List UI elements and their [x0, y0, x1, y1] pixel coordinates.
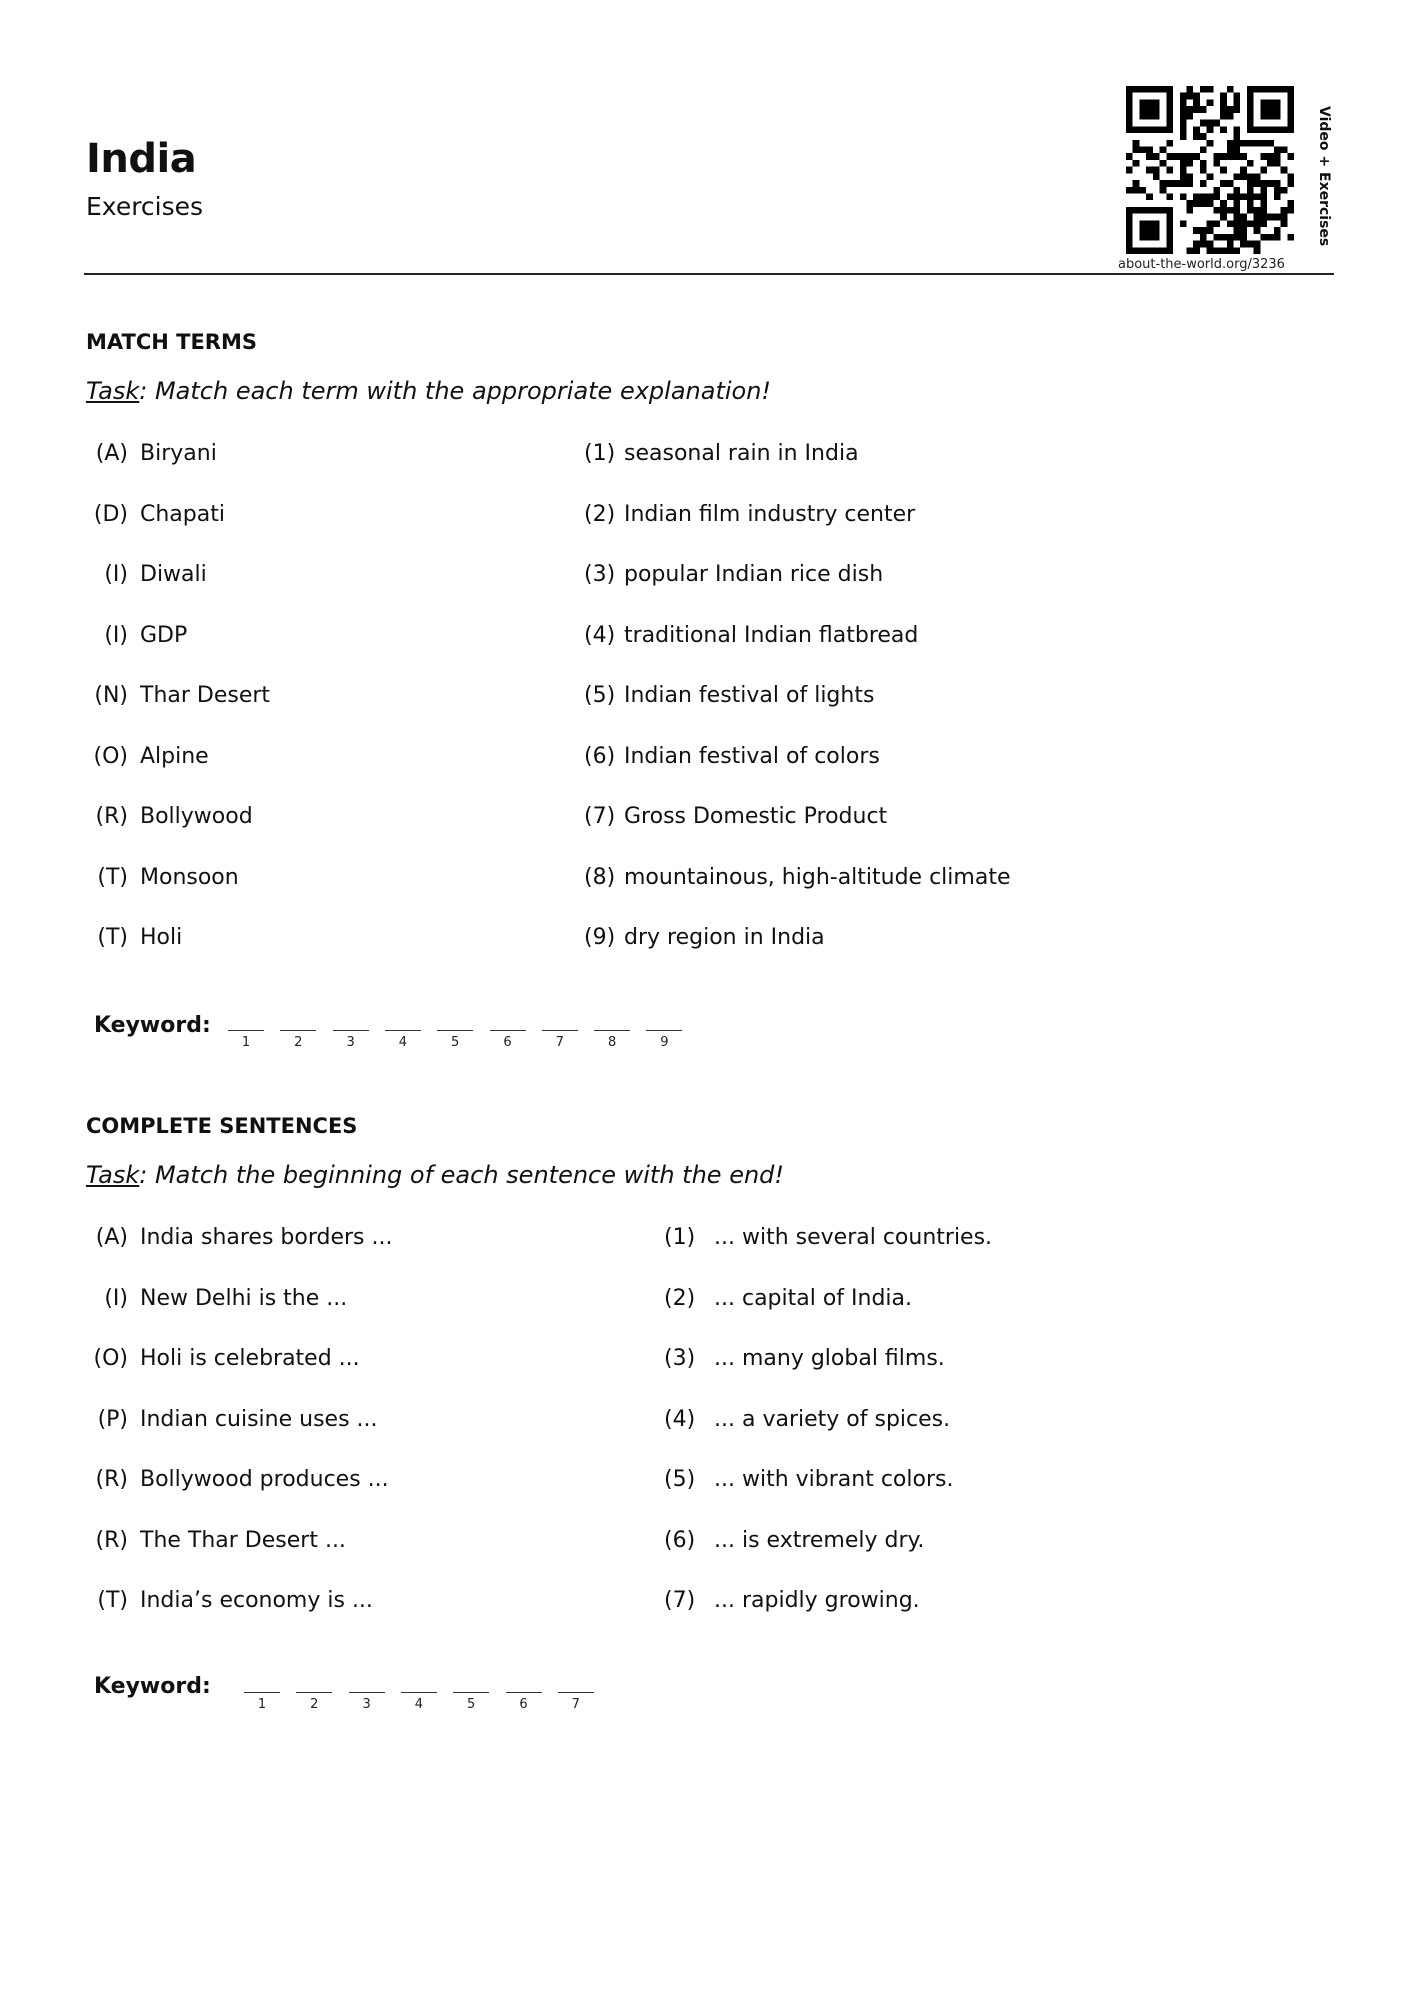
explanation-item-label: (2)	[584, 501, 616, 527]
term-item	[86, 502, 225, 527]
term-item-text: Thar Desert	[140, 683, 271, 708]
explanation-item-text: dry region in India	[624, 925, 825, 950]
sentence-beginning-label: (O)	[93, 1346, 128, 1371]
explanation-item	[584, 925, 825, 950]
sentence-beginning-text: India’s economy is ...	[140, 1588, 373, 1613]
explanation-item	[584, 623, 918, 648]
keyword-blank[interactable]	[646, 1030, 682, 1031]
explanation-item-text: Indian festival of lights	[624, 683, 875, 708]
keyword-blank-number: 4	[398, 1035, 408, 1050]
sentence-beginning	[86, 1225, 392, 1250]
keyword-blank-number: 1	[257, 1697, 267, 1712]
term-item-text: Alpine	[140, 743, 209, 769]
term-item	[86, 562, 207, 587]
keyword-blank-number: 7	[555, 1035, 564, 1050]
page-title: India	[86, 136, 197, 182]
sentence-beginning-label: (P)	[97, 1406, 128, 1432]
page-subtitle: Exercises	[86, 192, 204, 221]
term-item-label: (I)	[104, 562, 128, 587]
keyword-blank[interactable]	[594, 1030, 630, 1031]
keyword-blank-number: 2	[294, 1035, 303, 1050]
keyword-blank[interactable]	[401, 1692, 437, 1693]
qr-code-icon[interactable]	[1125, 86, 1295, 254]
term-item	[86, 744, 209, 769]
explanation-item	[584, 683, 874, 708]
term-item-label: (T)	[97, 864, 128, 890]
keyword-blank-number: 4	[414, 1697, 424, 1712]
sentence-beginning-label: (T)	[97, 1588, 128, 1613]
sentence-ending-label: (5)	[664, 1467, 696, 1492]
keyword-blank[interactable]	[437, 1030, 473, 1031]
keyword-blank[interactable]	[558, 1692, 594, 1693]
sentence-beginning-text: Indian cuisine uses ...	[140, 1406, 378, 1432]
term-item-label: (N)	[94, 683, 128, 708]
sentence-ending-label: (7)	[664, 1588, 696, 1613]
explanation-item-label: (9)	[584, 925, 616, 950]
term-item-label: (R)	[95, 804, 128, 829]
sentence-ending-text: ... is extremely dry.	[714, 1527, 925, 1553]
keyword-blank[interactable]	[490, 1030, 526, 1031]
task-word: Task	[86, 1161, 140, 1189]
explanation-item	[584, 744, 880, 769]
keyword-blank-number: 2	[310, 1697, 319, 1712]
term-item-text: Holi	[140, 925, 183, 950]
keyword-blank[interactable]	[296, 1692, 332, 1693]
keyword-blank[interactable]	[280, 1030, 316, 1031]
explanation-item-text: seasonal rain in India	[624, 441, 859, 466]
explanation-item-label: (4)	[584, 622, 616, 648]
complete-sentences-heading: COMPLETE SENTENCES	[86, 1114, 358, 1138]
term-item-label: (A)	[95, 441, 128, 466]
explanation-item-label: (3)	[584, 562, 616, 587]
explanation-item	[584, 865, 1010, 890]
match-terms-task	[86, 377, 771, 405]
keyword-blank[interactable]	[506, 1692, 542, 1693]
sentence-beginning-label: (A)	[95, 1225, 128, 1250]
sentence-ending	[664, 1225, 992, 1250]
keyword-blank[interactable]	[333, 1030, 369, 1031]
sentence-beginning-label: (I)	[104, 1285, 128, 1311]
keyword-label: Keyword:	[94, 1674, 211, 1699]
sentence-ending-text: ... capital of India.	[714, 1285, 913, 1311]
sentence-beginning	[86, 1286, 347, 1311]
term-item	[86, 925, 182, 950]
sentence-ending-text: ... a variety of spices.	[714, 1406, 951, 1432]
explanation-item-text: mountainous, high-altitude climate	[624, 864, 1011, 890]
sentence-ending-label: (3)	[664, 1346, 696, 1371]
explanation-item	[584, 562, 883, 587]
explanation-item	[584, 441, 859, 466]
term-item-text: GDP	[140, 622, 188, 648]
keyword-blank-number: 5	[451, 1035, 460, 1050]
term-item-label: (T)	[97, 925, 128, 950]
sentence-beginning	[86, 1528, 346, 1553]
keyword-blank-number: 5	[467, 1697, 476, 1712]
term-item-text: Biryani	[140, 441, 217, 466]
sentence-ending-text: ... many global films.	[714, 1346, 945, 1371]
term-item-text: Diwali	[140, 562, 207, 587]
keyword-blank-number: 9	[660, 1035, 669, 1050]
keyword-blank-number: 8	[607, 1035, 617, 1050]
keyword-blank-number: 7	[571, 1697, 580, 1712]
sentence-ending	[664, 1467, 953, 1492]
task-word: Task	[86, 377, 140, 405]
term-item	[86, 683, 270, 708]
explanation-item-text: traditional Indian flatbread	[624, 622, 919, 648]
explanation-item-label: (5)	[584, 683, 616, 708]
term-item	[86, 623, 187, 648]
sentence-ending	[664, 1407, 950, 1432]
term-item-text: Chapati	[140, 501, 225, 527]
sentence-beginning	[86, 1588, 373, 1613]
video-exercises-label: Video + Exercises	[1316, 106, 1332, 247]
keyword-blank[interactable]	[453, 1692, 489, 1693]
keyword-blank-number: 3	[346, 1035, 355, 1050]
term-item	[86, 865, 239, 890]
explanation-item-label: (7)	[584, 804, 616, 829]
explanation-item-label: (8)	[584, 864, 616, 890]
keyword-blank[interactable]	[385, 1030, 421, 1031]
sentence-ending	[664, 1588, 920, 1613]
term-item	[86, 804, 253, 829]
term-item-label: (I)	[104, 622, 128, 648]
sentence-ending-text: ... rapidly growing.	[714, 1588, 920, 1613]
keyword-label: Keyword:	[94, 1013, 211, 1038]
explanation-item	[584, 502, 915, 527]
term-item-text: Monsoon	[140, 864, 239, 890]
sentence-beginning	[86, 1346, 360, 1371]
sentence-beginning-text: India shares borders ...	[140, 1225, 393, 1250]
match-terms-heading: MATCH TERMS	[86, 330, 258, 354]
sentence-beginning-text: Holi is celebrated ...	[140, 1346, 360, 1371]
sentence-beginning-text: The Thar Desert ...	[140, 1527, 346, 1553]
explanation-item-text: Gross Domestic Product	[624, 804, 888, 829]
explanation-item-text: Indian festival of colors	[624, 743, 880, 769]
sentence-ending	[664, 1528, 924, 1553]
sentence-beginning-label: (R)	[95, 1527, 128, 1553]
term-item-label: (O)	[93, 743, 128, 769]
qr-url[interactable]: about-the-world.org/3236	[1118, 257, 1285, 272]
explanation-item-text: popular Indian rice dish	[624, 562, 884, 587]
sentence-ending	[664, 1286, 912, 1311]
sentence-ending	[664, 1346, 945, 1371]
task-instruction: : Match the beginning of each sentence with the end!	[139, 1161, 785, 1189]
term-item	[86, 441, 217, 466]
term-item-text: Bollywood	[140, 804, 253, 829]
task-instruction: : Match each term with the appropriate explanation!	[139, 377, 772, 405]
sentence-ending-label: (2)	[664, 1285, 696, 1311]
sentence-ending-label: (6)	[664, 1527, 696, 1553]
sentence-beginning-text: New Delhi is the ...	[140, 1285, 348, 1311]
explanation-item-label: (6)	[584, 743, 616, 769]
keyword-blank-number: 3	[362, 1697, 371, 1712]
sentence-ending-label: (4)	[664, 1406, 696, 1432]
explanation-item-text: Indian film industry center	[624, 501, 916, 527]
sentence-ending-text: ... with vibrant colors.	[714, 1467, 954, 1492]
header-divider	[84, 273, 1334, 275]
keyword-blank[interactable]	[244, 1692, 280, 1693]
explanation-item-label: (1)	[584, 441, 616, 466]
sentence-beginning-label: (R)	[95, 1467, 128, 1492]
keyword-blank-number: 6	[503, 1035, 512, 1050]
term-item-label: (D)	[93, 501, 128, 527]
sentence-beginning-text: Bollywood produces ...	[140, 1467, 389, 1492]
keyword-blank[interactable]	[228, 1030, 264, 1031]
sentence-ending-text: ... with several countries.	[714, 1225, 993, 1250]
keyword-blank-number: 6	[519, 1697, 528, 1712]
explanation-item	[584, 804, 887, 829]
keyword-blank-number: 1	[241, 1035, 251, 1050]
sentence-beginning	[86, 1467, 389, 1492]
complete-sentences-task	[86, 1161, 784, 1189]
keyword-blank[interactable]	[349, 1692, 385, 1693]
keyword-blank[interactable]	[542, 1030, 578, 1031]
sentence-ending-label: (1)	[664, 1225, 696, 1250]
sentence-beginning	[86, 1407, 378, 1432]
